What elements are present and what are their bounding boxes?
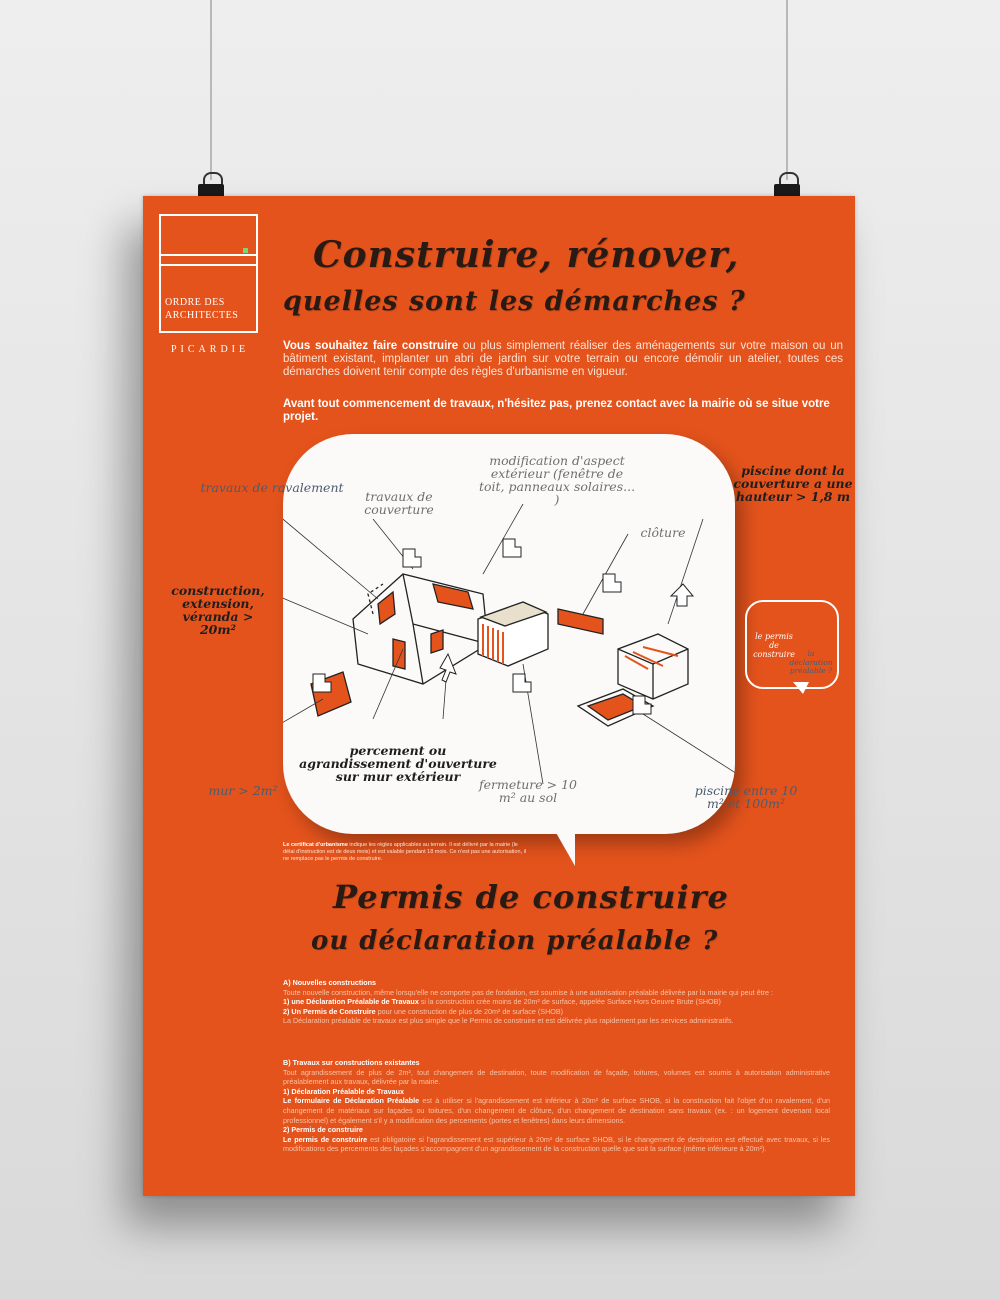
label-piscine-couverture: piscine dont la couverture a une hauteur > 1,8 m	[733, 463, 853, 504]
section-b-p1: Tout agrandissement de plus de 2m², tout changement de destination, toute modification de façade, toitures, volumes est soumis à autorisation administrative préalablement aux travaux, délivrée par la mairie.	[283, 1067, 830, 1087]
label-construction: construction, extension, véranda > 20m²	[171, 583, 265, 637]
label-mur: mur > 2m²	[208, 783, 278, 798]
poster	[143, 196, 855, 1196]
label-piscine-entre: piscine entre 10 m² et 100m²	[694, 783, 798, 811]
section-b	[283, 1058, 830, 1154]
section-b-s1-heading: 1) Déclaration Préalable de Travaux	[283, 1086, 405, 1096]
section-a-item-2-text: pour une construction de plus de 20m² de surface (SHOB)	[375, 1006, 564, 1016]
mini-bubble	[745, 600, 839, 689]
logo	[159, 214, 258, 333]
label-aspect: modification d'aspect extérieur (fenêtre de toit, panneaux solaires... )	[478, 453, 636, 507]
section-b-s2-bold: Le permis de construire	[283, 1134, 368, 1144]
section-a-p1: Toute nouvelle construction, même lorsqu'elle ne comporte pas de fondation, est soumise à une autorisation préalable délivrée par la mairie qui peut être :	[283, 987, 774, 997]
mini-bubble-tail	[793, 682, 809, 694]
section-a	[283, 978, 830, 1026]
label-ravalement: travaux de ravalement	[200, 480, 344, 495]
certificat-note	[283, 842, 528, 863]
section-b-heading: B) Travaux sur constructions existantes	[283, 1058, 420, 1067]
main-title-line-1: Construire, rénover,	[313, 234, 740, 276]
section-b-s2-heading: 2) Permis de construire	[283, 1125, 363, 1135]
mini-label-declaration: la déclaration préalable ?	[789, 649, 833, 675]
section-a-item-1-text: si la construction crée moins de 20m² de surface, appelée Surface Hors Oeuvre Brute (SHOB)	[418, 997, 721, 1007]
logo-line-1: ORDRE DES	[165, 297, 225, 308]
label-couverture: travaux de couverture	[364, 489, 434, 517]
section-b-s1-bold: Le formulaire de Déclaration Préalable	[283, 1096, 420, 1106]
section-title-line-1: Permis de construire	[333, 878, 729, 916]
intro-paragraph	[283, 340, 843, 379]
section-a-item-1-bold: 1) une Déclaration Préalable de Travaux	[283, 997, 419, 1007]
certificat-text: indique les règles applicables au terrain. Il est délivré par la mairie (le délai d'instruction est de deux mois) et est valable pendant 18 mois. Ce n'est pas une autorisation, il ne remplace pas le permis de construire.	[283, 842, 527, 862]
section-b-s1-text: est à utiliser si l'agrandissement est inférieur à 20m² de surface SHOB, si la construction fait l'objet d'un ravalement, d'un changement de matériaux sur façades ou toitures, d'un changement de clôture, d'un changement de destination sans travaux (ex. : un logement devenant local professionnel) et également s'il y a modification des percements (portes et fenêtres) dans leurs dimensions.	[283, 1096, 830, 1125]
section-b-s2	[283, 1135, 830, 1154]
section-a-p2: La Déclaration préalable de travaux est plus simple que le Permis de construire et est délivrée plus rapidement par les services administratifs.	[283, 1016, 734, 1026]
mini-label-permis: le permis de construire	[753, 632, 795, 659]
certificat-bold: Le certificat d'urbanisme	[283, 842, 348, 848]
section-a-item-2-bold: 2) Un Permis de Construire	[283, 1006, 376, 1016]
label-cloture: clôture	[640, 525, 686, 540]
section-b-s2-text: est obligatoire si l'agrandissement est supérieur à 20m² de surface SHOB, si le changement de destination est effectué avec travaux, si les modifications des percements des façades s'accompagnent d'un agrandissement de la construction quelle que soit la surface (même inférieure à 20m²).	[283, 1134, 831, 1154]
intro-contact: Avant tout commencement de travaux, n'hésitez pas, prenez contact avec la mairie où se situe votre projet.	[283, 398, 830, 423]
hanging-wire-left	[210, 0, 212, 180]
intro-text: ou plus simplement réaliser des aménagements sur votre maison ou un bâtiment existant, implanter un abri de jardin sur votre terrain ou encore démolir un atelier, toutes ces démarches doivent tenir compte des règles d'urbanisme en vigueur.	[283, 340, 843, 378]
hanging-wire-right	[786, 0, 788, 180]
label-fermeture: fermeture > 10 m² au sol	[478, 777, 578, 805]
section-a-heading: A) Nouvelles constructions	[283, 978, 377, 987]
label-percement: percement ou agrandissement d'ouverture sur mur extérieur	[299, 743, 497, 784]
intro-bold-lead: Vous souhaitez faire construire	[283, 340, 459, 352]
section-title-line-2: ou déclaration préalable ?	[311, 926, 719, 956]
logo-region: PICARDIE	[171, 344, 250, 355]
section-a-item-2	[283, 1007, 830, 1017]
section-a-item-1	[283, 997, 830, 1007]
main-title-line-2: quelles sont les démarches ?	[283, 286, 746, 317]
logo-line-2: ARCHITECTES	[165, 310, 239, 321]
section-b-s1	[283, 1096, 830, 1125]
